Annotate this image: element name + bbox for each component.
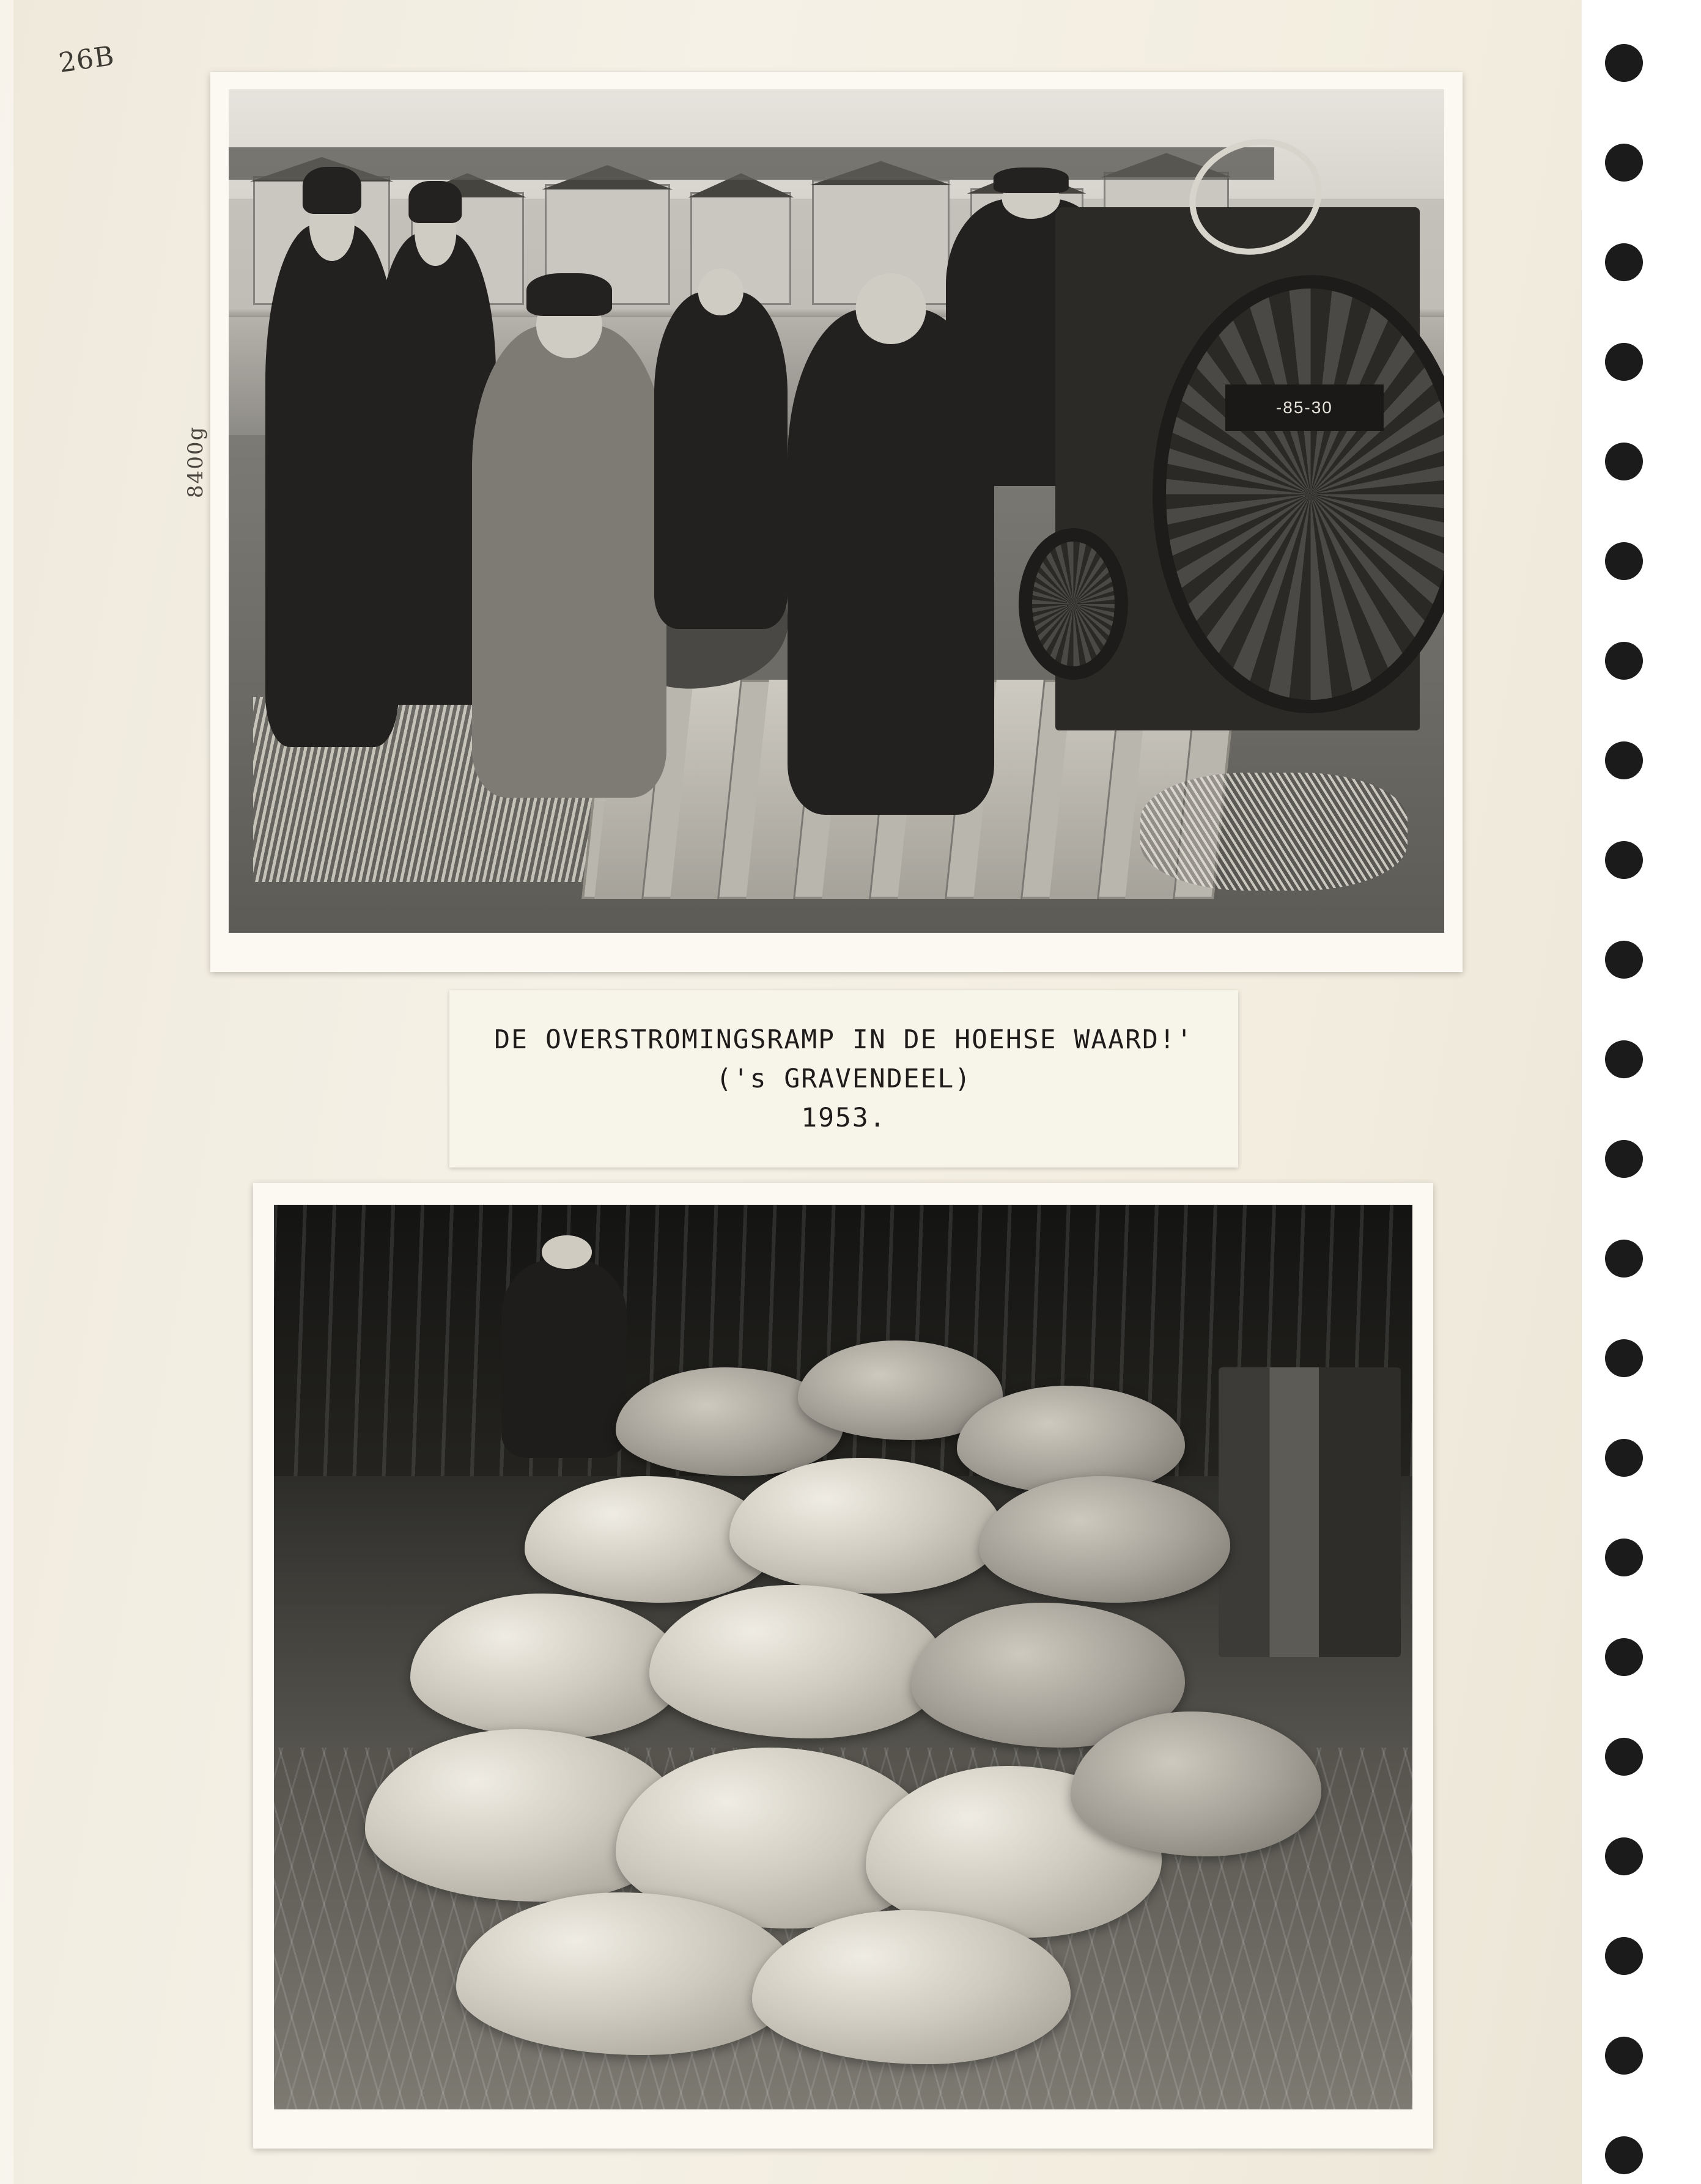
cap-icon (994, 167, 1068, 193)
photograph-top-mount (210, 72, 1463, 972)
binder-hole (1605, 443, 1643, 480)
dead-pigs-pile-scene (274, 1205, 1412, 2109)
rope-coil (1140, 773, 1408, 891)
page-left-edge (0, 0, 13, 2184)
binder-hole (1605, 1140, 1643, 1178)
head (856, 273, 926, 344)
pig-carcass (649, 1585, 945, 1739)
barrels (1219, 1367, 1401, 1657)
binder-hole (1605, 841, 1643, 879)
man-with-scarf (654, 292, 788, 629)
binder-hole (1605, 243, 1643, 281)
hat-icon (408, 181, 462, 224)
binder-hole (1605, 1439, 1643, 1477)
binder-hole (1605, 44, 1643, 82)
binder-hole (1605, 1837, 1643, 1875)
binder-strip (1582, 0, 1701, 2184)
binder-hole (1605, 1937, 1643, 1975)
binder-hole (1605, 1240, 1643, 1278)
binder-hole (1605, 741, 1643, 779)
cap-icon (303, 167, 361, 214)
pig-carcass (980, 1476, 1230, 1603)
photograph-top (229, 89, 1444, 933)
binder-hole (1605, 1040, 1643, 1078)
caption-line-2: ('s GRAVENDEEL) (715, 1064, 972, 1094)
pig-carcass (410, 1594, 684, 1738)
page-number: 26B (56, 40, 117, 79)
binder-hole (1605, 144, 1643, 182)
binder-hole (1605, 2037, 1643, 2075)
binder-hole (1605, 1638, 1643, 1676)
binder-hole (1605, 343, 1643, 381)
photograph-bottom (274, 1205, 1412, 2109)
photograph-bottom-mount (253, 1183, 1433, 2149)
man-bending-overalls (472, 325, 666, 798)
binder-hole (1605, 1339, 1643, 1377)
binder-hole (1605, 2136, 1643, 2174)
caption-label (449, 990, 1238, 1167)
pig-carcass (729, 1458, 1003, 1594)
flood-street-scene (229, 89, 1444, 933)
binder-hole (1605, 642, 1643, 680)
tractor-front-wheel (1019, 528, 1128, 680)
binder-hole (1605, 1738, 1643, 1776)
head (698, 268, 743, 315)
head (542, 1235, 592, 1269)
cap-icon (526, 273, 612, 316)
caption-line-1: DE OVERSTROMINGSRAMP IN DE HOEHSE WAARD!' (494, 1024, 1194, 1055)
binder-hole (1605, 1539, 1643, 1576)
binder-hole (1605, 542, 1643, 580)
caption-line-3: 1953. (801, 1103, 887, 1133)
worker-on-pile (501, 1259, 627, 1458)
license-plate: -85-30 (1225, 384, 1383, 431)
binder-hole (1605, 941, 1643, 979)
pencil-annotation: 8400g (183, 425, 208, 498)
